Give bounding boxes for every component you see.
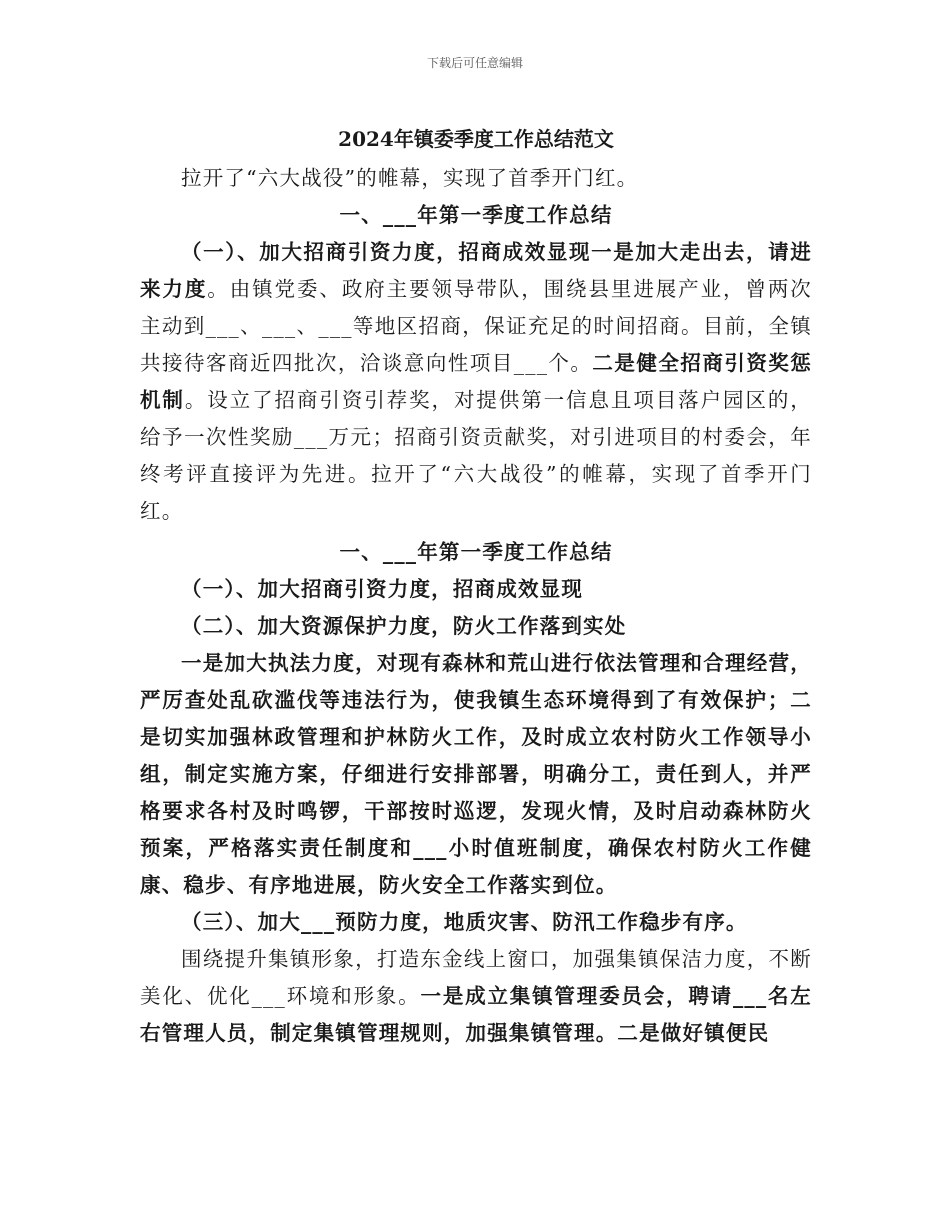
paragraph-investment-bold-2: 二是健全招商引资奖惩机制 xyxy=(140,351,812,412)
paragraph-investment-text-1: 。由镇党委、政府主要领导带队，围绕县里进展产业，曾两次主动到___、___、___等地区招商，保证充足的时间招商。目前，全镇共接待客商近四批次，洽谈意向性项目___个。 xyxy=(140,277,812,375)
document-title: 2024年镇委季度工作总结范文 xyxy=(338,127,614,151)
paragraph-town-image-text: 围绕提升集镇形象，打造东金线上窗口，加强集镇保洁力度，不断美化、优化___环境和形象。 xyxy=(140,947,812,1008)
page-header-note: 下载后可任意编辑 xyxy=(426,56,523,70)
subheading-3: （三）、加大___预防力度，地质灾害、防汛工作稳步有序。 xyxy=(181,910,748,934)
paragraph-investment-bold-lead: （一）、加大招商引资力度，招商成效显现一是加大走出去，请进来力度 xyxy=(140,240,812,301)
section-heading-2: 一、___年第一季度工作总结 xyxy=(339,540,613,564)
subheading-2: （二）、加大资源保护力度，防火工作落到实处 xyxy=(181,614,627,638)
document-body xyxy=(140,120,812,1052)
intro-paragraph: 拉开了“六大战役”的帷幕，实现了首季开门红。 xyxy=(181,166,639,190)
paragraph-investment xyxy=(140,234,812,530)
paragraph-investment-text-2: 。设立了招商引资引荐奖，对提供第一信息且项目落户园区的，给予一次性奖励___万元；招商引资贡献奖，对引进项目的村委会，年终考评直接评为先进。拉开了“六大战役”的帷幕，实现了首季开门红。 xyxy=(140,388,812,523)
paragraph-town-image xyxy=(140,941,812,1052)
section-heading-1: 一、___年第一季度工作总结 xyxy=(339,203,613,227)
subheading-1: （一）、加大招商引资力度，招商成效显现 xyxy=(181,577,584,601)
paragraph-town-image-bold: 一是成立集镇管理委员会，聘请___名左右管理人员，制定集镇管理规则，加强集镇管理。二是做好镇便民 xyxy=(140,984,812,1045)
paragraph-fire-prevention: 一是加大执法力度，对现有森林和荒山进行依法管理和合理经营，严厉查处乱砍滥伐等违法行为，使我镇生态环境得到了有效保护；二是切实加强林政管理和护林防火工作，及时成立农村防火工作领导小组，制定实施方案，仔细进行安排部署，明确分工，责任到人，并严格要求各村及时鸣锣，干部按时巡逻，发现火情，及时启动森林防火预案，严格落实责任制度和___小时值班制度，确保农村防火工作健康、稳步、有序地进展，防火安全工作落实到位。 xyxy=(140,651,812,897)
